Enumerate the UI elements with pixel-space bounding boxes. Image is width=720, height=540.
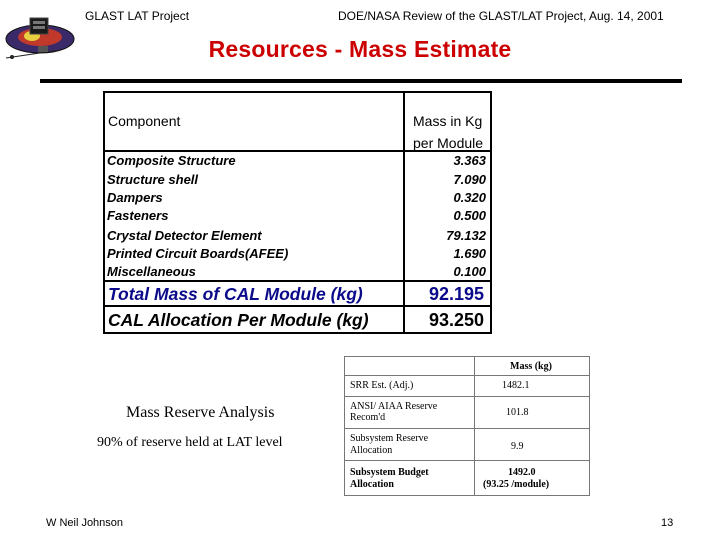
reserve-row-label: Subsystem Reserve	[350, 433, 429, 444]
reserve-row-value: 101.8	[506, 407, 529, 418]
component-header: Component	[108, 113, 181, 129]
component-name: Fasteners	[107, 208, 169, 223]
reserve-row-label: SRR Est. (Adj.)	[350, 380, 414, 391]
component-mass: 79.132	[446, 228, 486, 243]
component-name: Dampers	[107, 190, 163, 205]
component-mass: 0.100	[453, 264, 486, 279]
component-header-cell	[103, 91, 405, 152]
reserve-row-value: 1482.1	[502, 380, 530, 391]
title-divider	[40, 79, 682, 83]
allocation-value: 93.250	[428, 310, 484, 330]
component-mass: 0.320	[453, 190, 486, 205]
total-label: Total Mass of CAL Module (kg)	[108, 284, 363, 304]
total-value-cell	[403, 280, 492, 307]
review-title: DOE/NASA Review of the GLAST/LAT Project, Aug. 14, 2001	[338, 9, 664, 23]
total-label-cell	[103, 280, 405, 307]
mass-header-line2: per Module	[413, 135, 484, 151]
alloc-value-cell	[403, 305, 492, 334]
slide-title: Resources - Mass Estimate	[208, 36, 512, 62]
component-name: Structure shell	[107, 172, 199, 187]
reserve-row-label-line2: Allocation	[350, 479, 394, 490]
project-name: GLAST LAT Project	[85, 9, 190, 23]
mass-estimate-table	[103, 91, 492, 336]
reserve-caption: Mass Reserve Analysis	[126, 404, 275, 421]
page-number: 13	[661, 517, 674, 529]
reserve-row-label-line2: Allocation	[350, 445, 393, 456]
mass-header-cell	[403, 91, 492, 152]
allocation-label: CAL Allocation Per Module (kg)	[108, 310, 369, 330]
reserve-row-label: ANSI/ AIAA Reserve	[350, 401, 438, 412]
component-mass: 7.090	[453, 172, 486, 187]
reserve-row-value: 1492.0	[508, 467, 536, 478]
component-mass: 0.500	[453, 208, 486, 223]
reserve-note: 90% of reserve held at LAT level	[97, 435, 283, 450]
reserve-row-label: Subsystem Budget	[350, 467, 429, 478]
reserve-row-value: 9.9	[511, 441, 524, 452]
total-value: 92.195	[428, 284, 484, 304]
alloc-label-cell	[103, 305, 405, 334]
component-name: Printed Circuit Boards(AFEE)	[107, 246, 289, 261]
reserve-col-header: Mass (kg)	[510, 361, 552, 372]
reserve-table	[344, 356, 590, 496]
component-name: Miscellaneous	[107, 264, 196, 279]
reserve-row-label-line2: Recom'd	[350, 412, 386, 423]
mass-header-line1: Mass in Kg	[413, 113, 483, 129]
reserve-row-value-line2: (93.25 /module)	[483, 479, 550, 490]
footer-author: W Neil Johnson	[46, 517, 124, 529]
component-mass: 1.690	[453, 246, 486, 261]
component-name: Composite Structure	[107, 153, 236, 168]
component-name: Crystal Detector Element	[107, 228, 262, 243]
component-mass: 3.363	[453, 153, 486, 168]
